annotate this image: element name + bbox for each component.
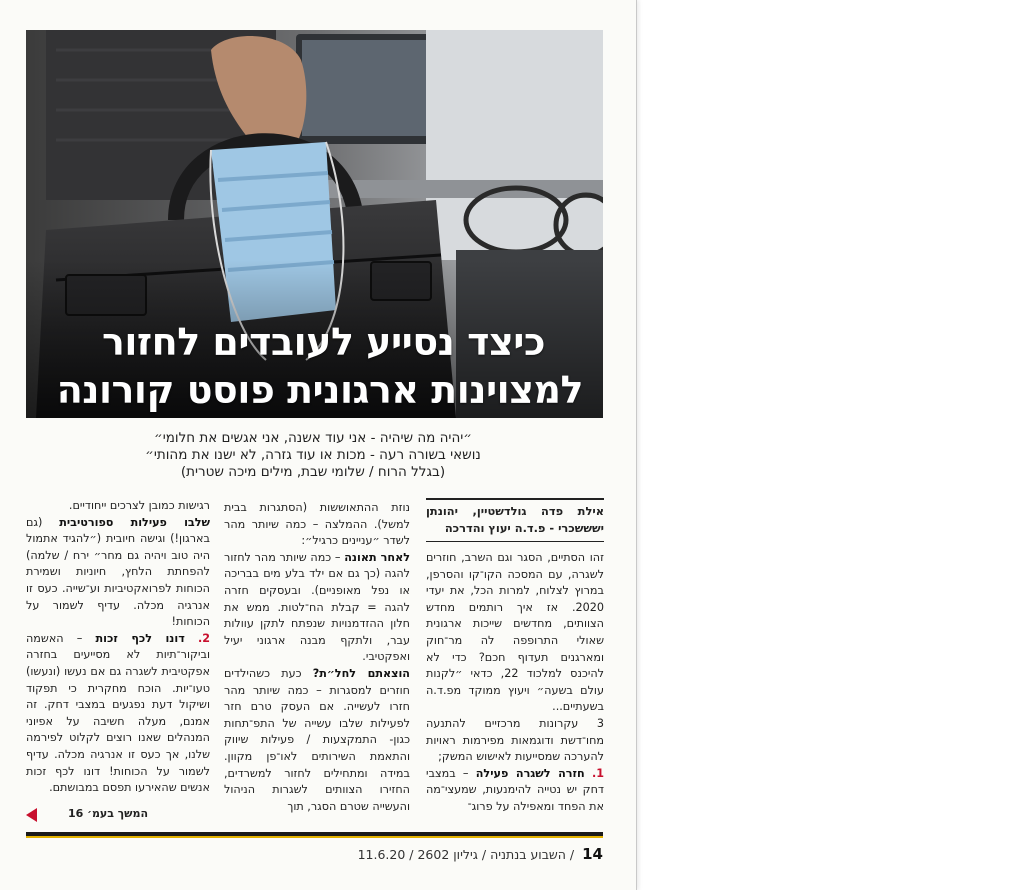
principle-1-text: – במצבי דחק יש נטייה להימנעות, שמעצי־מה את הפחד ומאפילה על פרוג־ — [426, 766, 604, 813]
middle-intro: נוזת ההתאוששות (הסתגרות בבית למשל). ההמלצה – כמה שיותר מהר לשדר ״עניינים כרגיל״: — [224, 501, 410, 548]
principle-1 — [426, 766, 604, 816]
principle-2-number: 2. — [197, 631, 210, 645]
headline-line-2: למצוינות ארגונית פוסט קורונה — [56, 368, 583, 412]
column-left — [26, 498, 210, 797]
principle-2 — [26, 631, 210, 797]
column-middle — [224, 500, 410, 815]
left-intro: רגישות כמובן לצרכים ייחודיים. — [68, 499, 210, 512]
byline-divider — [426, 541, 604, 542]
column-right — [426, 498, 604, 816]
principles-paragraph: 3 עקרונות מרכזיים להתנעה מחו־דשת ודוגמאות מפירמות ראויות להערכה שמסייעות לאישוש המשק; — [426, 716, 604, 764]
sport-title: שלבו פעילות ספורטיבית — [59, 515, 210, 529]
byline: אילת פדה גולדשטיין, יהונתן ישששכרי - פ.ד.ה יעוץ והדרכה — [426, 498, 604, 537]
after-accident-title: לאחר תאונה — [344, 550, 410, 564]
principle-1-title: חזרה לשגרה פעילה — [475, 766, 585, 780]
principle-2-title: דונו לכף זכות — [95, 631, 185, 645]
unpaid-leave-paragraph — [224, 666, 410, 815]
intro-paragraph: זהו הסתיים, הסגר וגם השרב, חוזרים לשגרה, עם המסכה הקו־קו והסרפן, במרוץ לצלוח, למרות הכל, את יעדי 2020. אז איך רותמים מחדש הצוותים, מחדשים שייכות ארגונית שאולי התרופפה לה מר־חוק ומארגנים תעדוף חכם? כדי לא להיכנס למלכוד 22, כדאי ״לקנות עולם בשעה״ ויעוץ ממוקד מפ.ד.ה בשעתיים... — [426, 551, 605, 714]
unpaid-leave-title: הוצאתם לחל״ת? — [312, 666, 410, 680]
after-accident-paragraph — [224, 550, 410, 666]
footer-publication: / השבוע בנתניה / גיליון 2602 / 11.6.20 — [357, 847, 575, 862]
sport-paragraph — [26, 515, 210, 631]
continue-arrow-icon — [26, 808, 37, 822]
page-footer — [26, 845, 603, 863]
epigraph-line-1: ״יהיה מה שיהיה - אני עוד אשנה, אני אגשים את חלומי״ — [154, 430, 472, 446]
page-number: 14 — [582, 845, 603, 863]
headline — [26, 318, 603, 418]
continued-on-text: המשך בעמ׳ 16 — [67, 807, 148, 820]
epigraph-credit: (בגלל הרוח / שלומי שבת, מילים מיכה שטרית) — [180, 464, 446, 480]
epigraph-line-2: נושאי בשורה רעה - מכות או עוד גזרה, לא ישנו את מהותי״ — [145, 447, 481, 463]
unpaid-leave-text: כעת כשהילדים חוזרים למסגרות – כמה שיותר מהר חזרו לעשייה. אם העסק טרם חזר לפעילות שלבו עשייה של התפ־תחות כגון- התמקצעות / פעילות שיווק והתאמת השירותים לאו־פן מקוון. במידה ומתחילים לחזור למשרדים, החזירו הצוותים לשגרות הניהול והעשייה שטרם הסגר, תוך — [224, 666, 410, 813]
principle-2-text: – האשמה וביקור־תיות לא מסייעים בחזרה אפקטיבית לשגרה גם אם נעשו (ונעשו) טעו־יות. הוכח מחקרית כי תפקוד ושיקול דעת נפגעים במצבי דחק. זה אמנם, מעלה חשיבה על אפיוני המנהלים שאנו רוצים לקלוט לפירמה שלנו, אך כעס זו אנרגיה מכלה. עדיף לשמור על הכוחות! דונו לכף זכות אנשים שהאירעו תפסם במבושתם. — [26, 631, 210, 795]
principle-1-number: 1. — [591, 766, 604, 780]
headline-line-1: כיצד נסייע לעובדים לחזור — [101, 320, 545, 364]
sport-text: (גם בארגון!) וגישה חיובית (״להגיד אתמול היה טוב ויהיה גם מחר״ ירח / שלמה) להפחתת הלחץ, חיוניות ושמירת הכוחות לפרואקטיביות וע־שייה. כעס זו אנרגיה מכלה. עדיף לשמור על הכוחות! — [26, 515, 210, 629]
continued-on — [26, 806, 210, 824]
after-accident-text: – כמה שיותר מהר לחזור להגה (כך גם אם ילד בלע מים בבריכה או נפל מאופניים). ובעסקים חזרה להגה = קבלת הח־לטות. ממש את חלון ההזדמנויות שנפתח לתקן עוולות עבר, ולתקף מבנה ארגוני יעיל ואפקטיבי. — [224, 550, 410, 664]
footer-accent-rule — [26, 836, 603, 838]
